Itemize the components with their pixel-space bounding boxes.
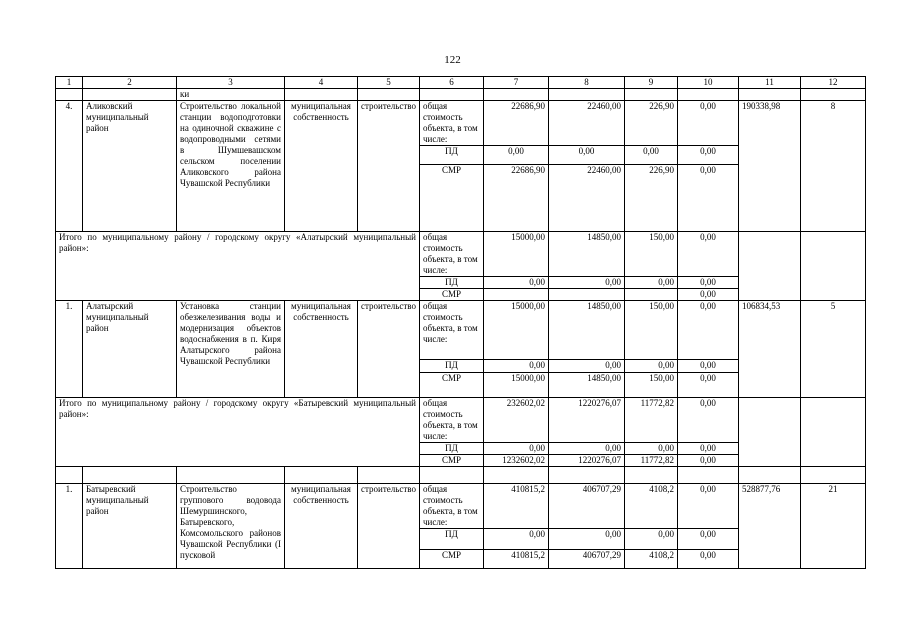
value-cell: 0,00	[678, 277, 739, 289]
subtotal-total-row	[56, 398, 866, 443]
project-ownership: муниципальная собственность	[285, 101, 358, 232]
project-number: 1.	[56, 484, 83, 569]
column-number-row	[56, 77, 866, 89]
value-cell: 1220276,07	[549, 455, 625, 467]
project-type: строительство	[358, 101, 420, 232]
continuation-row	[56, 89, 866, 101]
column-number: 2	[83, 77, 177, 89]
value-cell: 150,00	[625, 232, 678, 277]
value-cell: 0,00	[549, 146, 625, 165]
value-cell: 0,00	[678, 360, 739, 373]
value-cell: 0,00	[678, 146, 739, 165]
project-title: Строительство группового водовода Шемуршинского, Батыревского, Комсомольского районов Чувашской Республики (I пусковой	[177, 484, 285, 569]
value-cell: 0,00	[549, 360, 625, 373]
page-number: 122	[444, 54, 461, 66]
value-cell: 0,00	[484, 277, 549, 289]
column-number: 4	[285, 77, 358, 89]
project-district: Аликовский муниципальный район	[83, 101, 177, 232]
value-cell: 0,00	[625, 146, 678, 165]
value-cell: 410815,2	[484, 484, 549, 529]
value-cell: 1232602,02	[484, 455, 549, 467]
value-cell: 232602,02	[484, 398, 549, 443]
value-cell: 0,00	[625, 277, 678, 289]
continuation-text: ки	[177, 89, 285, 101]
spacer-row	[56, 467, 866, 484]
value-cell: 14850,00	[549, 301, 625, 360]
value-cell: 0,00	[678, 455, 739, 467]
value-cell: 150,00	[625, 301, 678, 360]
subtotal-label: Итого по муниципальному району / городскому округу «Батыревский муниципальный район»:	[56, 398, 420, 467]
value-cell: 0,00	[549, 443, 625, 455]
value-cell: 0,00	[484, 146, 549, 165]
row-label-pd: ПД	[420, 277, 484, 289]
row-label-total: общая стоимость объекта, в том числе:	[420, 484, 484, 529]
row-label-total: общая стоимость объекта, в том числе:	[420, 301, 484, 360]
value-cell: 14850,00	[549, 232, 625, 277]
row-label-total: общая стоимость объекта, в том числе:	[420, 232, 484, 277]
subtotal-label: Итого по муниципальному району / городскому округу «Алатырский муниципальный район»:	[56, 232, 420, 301]
value-cell: 0,00	[625, 360, 678, 373]
row-label-smr: СМР	[420, 455, 484, 467]
value-cell: 0,00	[549, 277, 625, 289]
project-col11: 528877,76	[739, 484, 801, 569]
project-col11: 190338,98	[739, 101, 801, 232]
row-label-pd: ПД	[420, 443, 484, 455]
value-cell: 22686,90	[484, 101, 549, 146]
value-cell: 22460,00	[549, 101, 625, 146]
value-cell: 11772,82	[625, 455, 678, 467]
value-cell: 406707,29	[549, 484, 625, 529]
project-col12: 5	[801, 301, 866, 398]
column-number: 5	[358, 77, 420, 89]
value-cell: 226,90	[625, 101, 678, 146]
value-cell	[625, 289, 678, 301]
value-cell: 0,00	[625, 529, 678, 550]
column-number: 10	[678, 77, 739, 89]
value-cell: 0,00	[625, 443, 678, 455]
value-cell: 15000,00	[484, 301, 549, 360]
value-cell: 150,00	[625, 373, 678, 398]
value-cell: 15000,00	[484, 373, 549, 398]
project-type: строительство	[358, 301, 420, 398]
value-cell: 1220276,07	[549, 398, 625, 443]
value-cell: 22460,00	[549, 165, 625, 232]
value-cell	[549, 289, 625, 301]
row-label-pd: ПД	[420, 360, 484, 373]
project-title: Строительство локальной станции водоподготовки на одиночной скважине с водопроводными сетями в Шумшевашском сельском поселении Аликовского района Чувашской Республики	[177, 101, 285, 232]
project-number: 1.	[56, 301, 83, 398]
value-cell: 406707,29	[549, 550, 625, 569]
column-number: 3	[177, 77, 285, 89]
value-cell: 0,00	[678, 165, 739, 232]
project-ownership: муниципальная собственность	[285, 301, 358, 398]
row-label-total: общая стоимость объекта, в том числе:	[420, 101, 484, 146]
project-district: Батыревский муниципальный район	[83, 484, 177, 569]
row-label-smr: СМР	[420, 165, 484, 232]
project-type: строительство	[358, 484, 420, 569]
value-cell: 4108,2	[625, 484, 678, 529]
project-total-row	[56, 484, 866, 529]
value-cell: 0,00	[678, 301, 739, 360]
value-cell: 0,00	[678, 373, 739, 398]
row-label-total: общая стоимость объекта, в том числе:	[420, 398, 484, 443]
project-title: Установка станции обезжелезивания воды и модернизация объектов водоснабжения в п. Киря Алатырского района Чувашской Республики	[177, 301, 285, 398]
value-cell: 0,00	[678, 101, 739, 146]
value-cell: 410815,2	[484, 550, 549, 569]
column-number: 1	[56, 77, 83, 89]
project-total-row	[56, 301, 866, 360]
value-cell: 226,90	[625, 165, 678, 232]
row-label-smr: СМР	[420, 289, 484, 301]
column-number: 12	[801, 77, 866, 89]
value-cell	[484, 289, 549, 301]
row-label-smr: СМР	[420, 373, 484, 398]
project-district: Алатырский муниципальный район	[83, 301, 177, 398]
row-label-pd: ПД	[420, 529, 484, 550]
budget-table	[55, 76, 866, 569]
value-cell: 0,00	[549, 529, 625, 550]
value-cell: 0,00	[678, 550, 739, 569]
project-total-row	[56, 101, 866, 146]
column-number: 11	[739, 77, 801, 89]
subtotal-total-row	[56, 232, 866, 277]
value-cell: 22686,90	[484, 165, 549, 232]
value-cell: 0,00	[678, 484, 739, 529]
value-cell: 15000,00	[484, 232, 549, 277]
column-number: 8	[549, 77, 625, 89]
project-number: 4.	[56, 101, 83, 232]
value-cell: 0,00	[678, 289, 739, 301]
value-cell: 0,00	[678, 443, 739, 455]
project-col11: 106834,53	[739, 301, 801, 398]
row-label-pd: ПД	[420, 146, 484, 165]
value-cell: 11772,82	[625, 398, 678, 443]
column-number: 9	[625, 77, 678, 89]
project-ownership: муниципальная собственность	[285, 484, 358, 569]
value-cell: 0,00	[484, 443, 549, 455]
value-cell: 4108,2	[625, 550, 678, 569]
project-col12: 8	[801, 101, 866, 232]
value-cell: 0,00	[678, 232, 739, 277]
column-number: 6	[420, 77, 484, 89]
value-cell: 0,00	[678, 529, 739, 550]
project-col12: 21	[801, 484, 866, 569]
value-cell: 0,00	[484, 360, 549, 373]
row-label-smr: СМР	[420, 550, 484, 569]
value-cell: 14850,00	[549, 373, 625, 398]
value-cell: 0,00	[678, 398, 739, 443]
column-number: 7	[484, 77, 549, 89]
value-cell: 0,00	[484, 529, 549, 550]
